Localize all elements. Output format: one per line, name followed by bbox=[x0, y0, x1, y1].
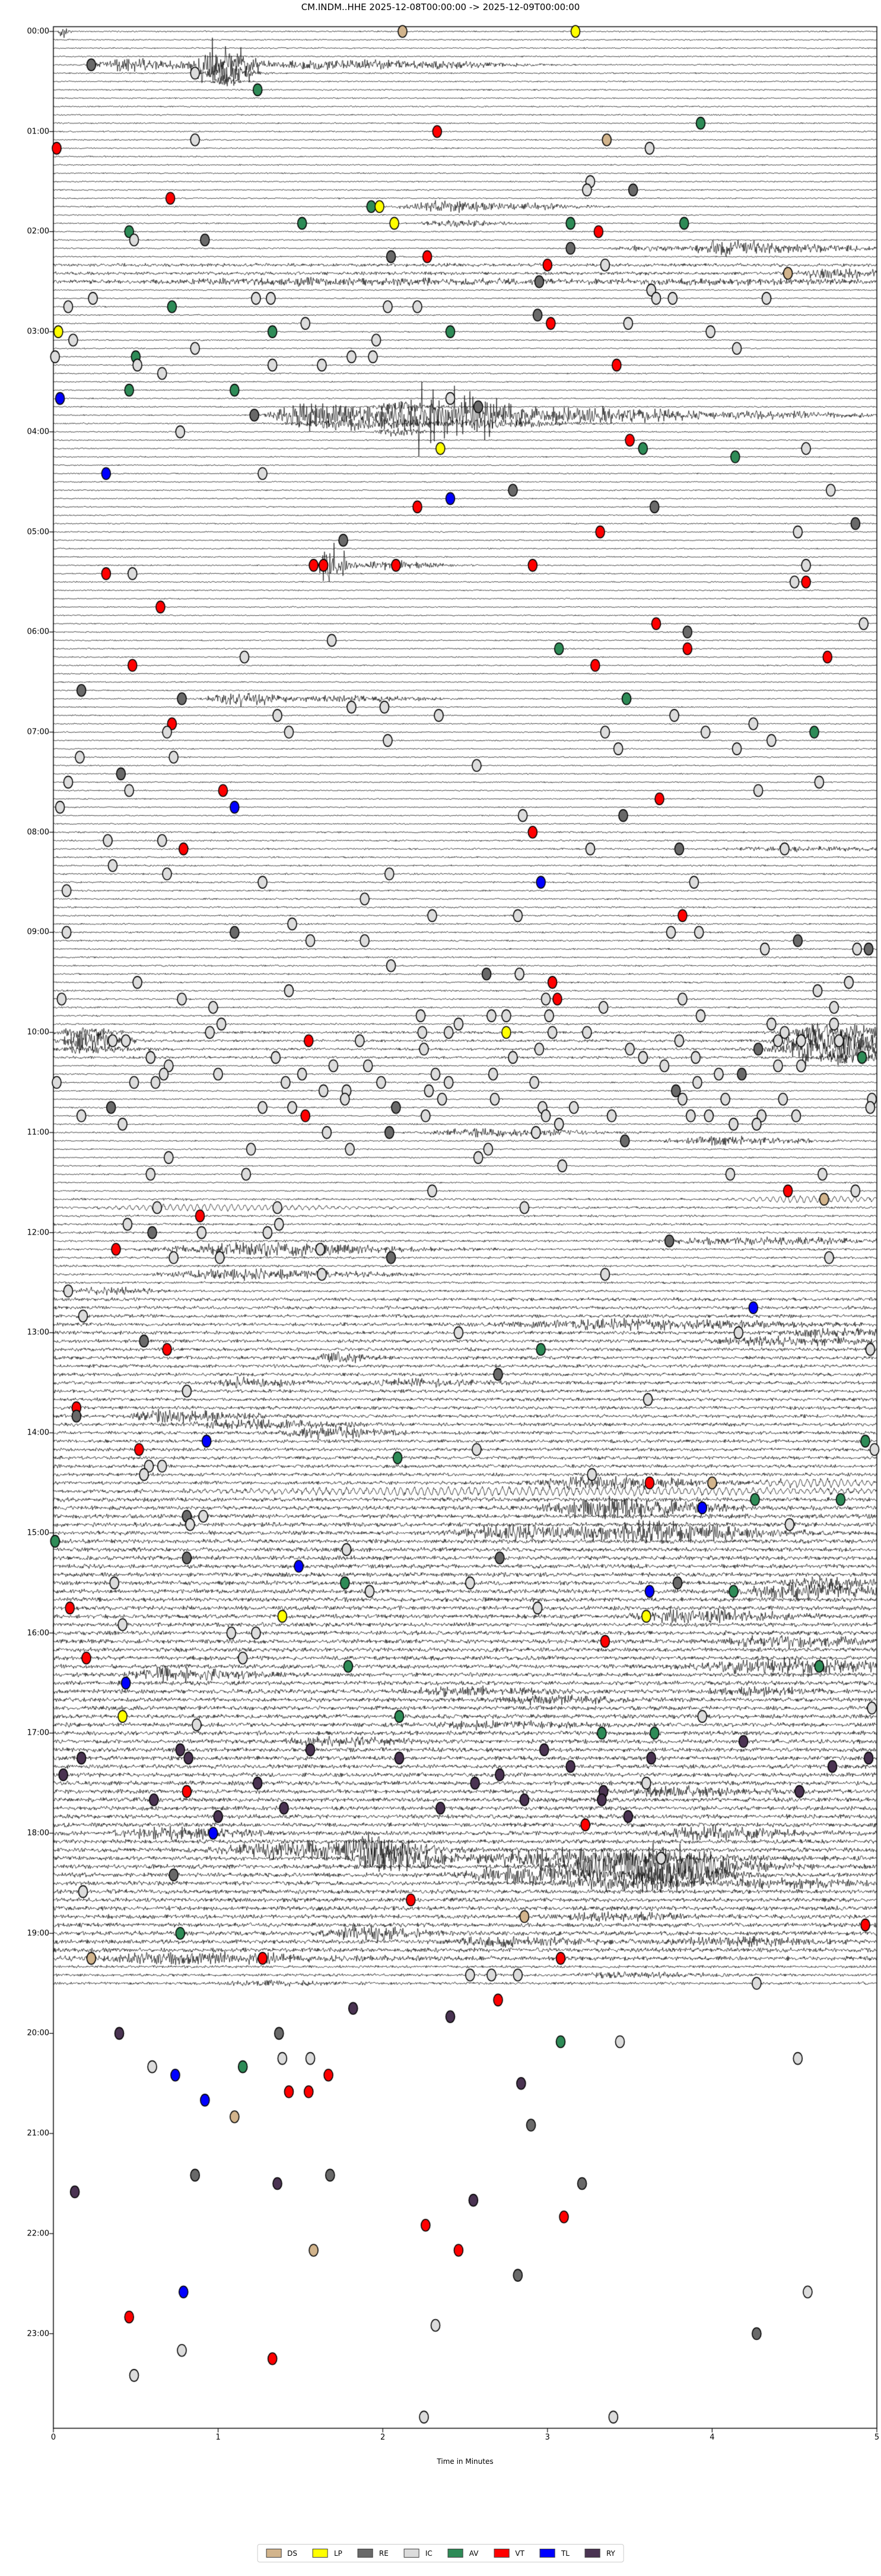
legend-label: IC bbox=[425, 2549, 432, 2558]
y-axis-label: 19:00 bbox=[27, 1929, 49, 1938]
legend-swatch-LP-icon bbox=[313, 2549, 328, 2558]
legend-swatch-DS-icon bbox=[266, 2549, 281, 2558]
y-axis-label: 10:00 bbox=[27, 1028, 49, 1037]
y-axis-label: 13:00 bbox=[27, 1328, 49, 1337]
legend-label: AV bbox=[469, 2549, 479, 2558]
y-axis-label: 07:00 bbox=[27, 727, 49, 737]
x-axis-tick-label: 1 bbox=[215, 2433, 221, 2442]
legend-item-RE bbox=[358, 2549, 389, 2558]
x-axis-tick-label: 5 bbox=[874, 2433, 880, 2442]
x-axis-title: Time in Minutes bbox=[437, 2457, 494, 2466]
y-axis-label: 09:00 bbox=[27, 927, 49, 937]
y-axis-label: 18:00 bbox=[27, 1828, 49, 1838]
legend-item-TL bbox=[540, 2549, 570, 2558]
y-axis-label: 22:00 bbox=[27, 2229, 49, 2238]
legend-label: DS bbox=[287, 2549, 297, 2558]
legend bbox=[257, 2544, 624, 2562]
legend-swatch-RE-icon bbox=[358, 2549, 373, 2558]
y-axis-label: 01:00 bbox=[27, 127, 49, 136]
legend-item-VT bbox=[494, 2549, 524, 2558]
y-axis-label: 16:00 bbox=[27, 1629, 49, 1638]
y-axis-label: 06:00 bbox=[27, 627, 49, 637]
legend-swatch-TL-icon bbox=[540, 2549, 555, 2558]
y-axis-label: 04:00 bbox=[27, 427, 49, 437]
y-axis-label: 00:00 bbox=[27, 27, 49, 36]
legend-item-LP bbox=[313, 2549, 342, 2558]
y-axis-label: 23:00 bbox=[27, 2329, 49, 2339]
legend-item-RY bbox=[585, 2549, 615, 2558]
x-axis-tick-label: 4 bbox=[710, 2433, 715, 2442]
y-axis-label: 12:00 bbox=[27, 1228, 49, 1238]
x-axis-tick-label: 3 bbox=[545, 2433, 550, 2442]
legend-label: RE bbox=[379, 2549, 389, 2558]
legend-swatch-IC-icon bbox=[404, 2549, 419, 2558]
x-axis-tick-label: 0 bbox=[50, 2433, 56, 2442]
y-axis-label: 15:00 bbox=[27, 1528, 49, 1538]
legend-item-AV bbox=[448, 2549, 479, 2558]
legend-label: LP bbox=[333, 2549, 342, 2558]
y-axis-label: 17:00 bbox=[27, 1728, 49, 1738]
legend-label: RY bbox=[606, 2549, 615, 2558]
x-axis-tick-label: 2 bbox=[380, 2433, 386, 2442]
y-axis-label: 14:00 bbox=[27, 1428, 49, 1438]
y-axis-label: 08:00 bbox=[27, 828, 49, 837]
legend-swatch-VT-icon bbox=[494, 2549, 509, 2558]
y-axis-label: 20:00 bbox=[27, 2028, 49, 2038]
legend-label: TL bbox=[561, 2549, 570, 2558]
legend-item-DS bbox=[266, 2549, 297, 2558]
y-axis-label: 03:00 bbox=[27, 327, 49, 336]
legend-item-IC bbox=[404, 2549, 432, 2558]
legend-label: VT bbox=[515, 2549, 524, 2558]
legend-swatch-RY-icon bbox=[585, 2549, 600, 2558]
y-axis-label: 11:00 bbox=[27, 1128, 49, 1137]
y-axis-label: 21:00 bbox=[27, 2129, 49, 2138]
legend-swatch-AV-icon bbox=[448, 2549, 463, 2558]
y-axis-label: 05:00 bbox=[27, 527, 49, 537]
y-axis-label: 02:00 bbox=[27, 227, 49, 236]
